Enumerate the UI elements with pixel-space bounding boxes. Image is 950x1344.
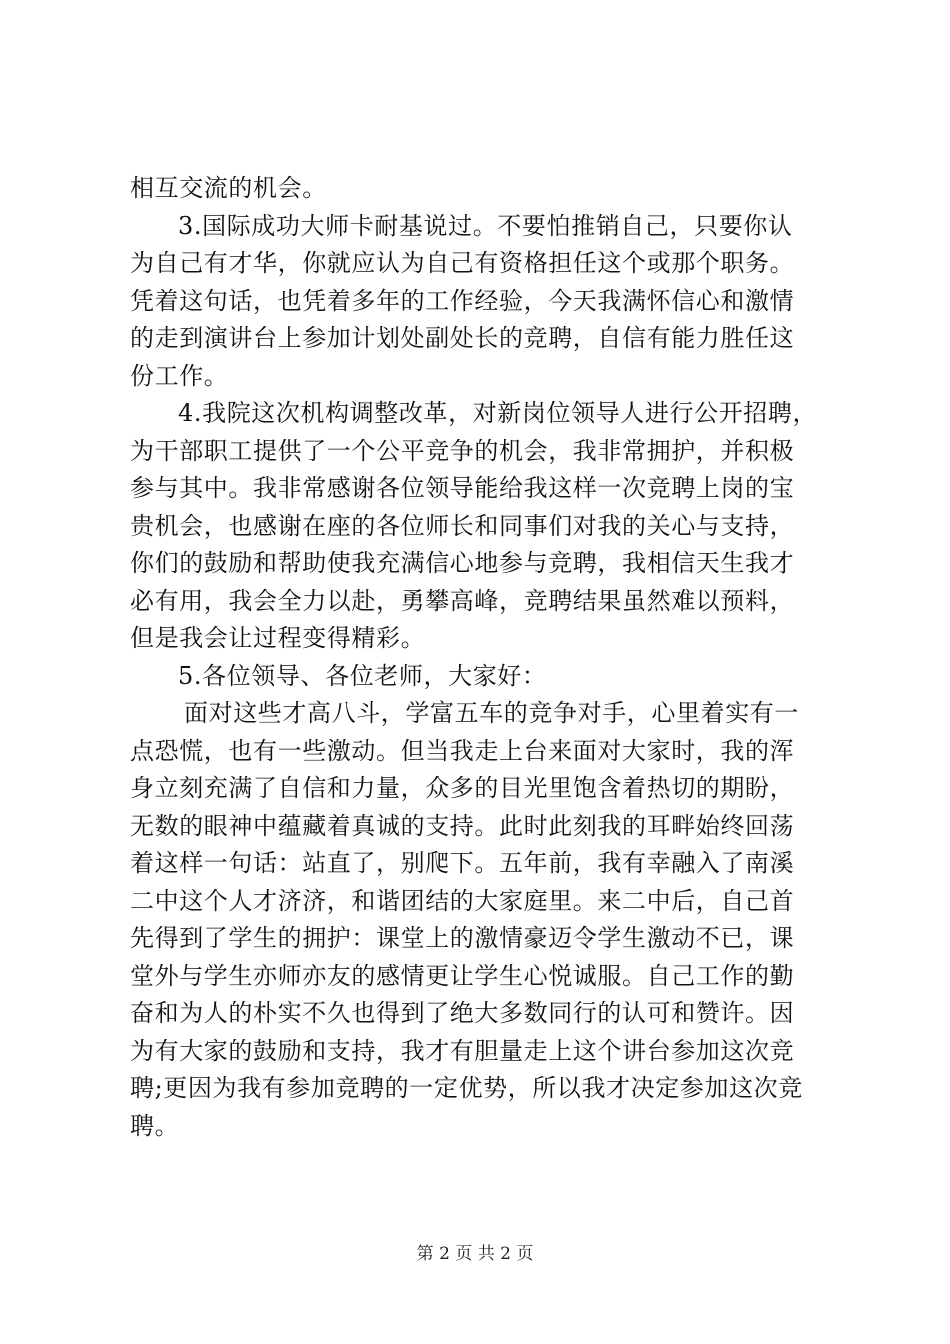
text-line: 堂外与学生亦师亦友的感情更让学生心悦诚服。自己工作的勤 bbox=[130, 961, 795, 990]
text-line: 凭着这句话，也凭着多年的工作经验，今天我满怀信心和激情 bbox=[130, 286, 795, 315]
text-line: 聘。 bbox=[130, 1111, 180, 1140]
page-footer bbox=[0, 1242, 950, 1266]
text-line: 为自己有才华，你就应认为自己有资格担任这个或那个职务。 bbox=[130, 249, 795, 277]
page-number-label: 第 2 页 共 2 页 bbox=[416, 1244, 534, 1264]
text-line: 无数的眼神中蕴藏着真诚的支持。此时此刻我的耳畔始终回荡 bbox=[130, 811, 795, 840]
text-line: 3.国际成功大师卡耐基说过。不要怕推销自己，只要你认 bbox=[178, 211, 793, 240]
document-body bbox=[130, 170, 840, 1145]
text-line: 相互交流的机会。 bbox=[130, 174, 327, 202]
text-line: 着这样一句话：站直了，别爬下。五年前，我有幸融入了南溪 bbox=[130, 849, 795, 877]
text-line: 奋和为人的朴实不久也得到了绝大多数同行的认可和赞许。因 bbox=[130, 999, 795, 1027]
text-line: 身立刻充满了自信和力量，众多的目光里饱含着热切的期盼， bbox=[130, 774, 795, 802]
text-line: 5.各位领导、各位老师，大家好： bbox=[178, 661, 547, 690]
text-line: 但是我会让过程变得精彩。 bbox=[130, 624, 426, 652]
text-line: 参与其中。我非常感谢各位领导能给我这样一次竞聘上岗的宝 bbox=[130, 474, 795, 502]
text-line: 为干部职工提供了一个公平竞争的机会，我非常拥护，并积极 bbox=[130, 436, 795, 465]
text-line: 二中这个人才济济，和谐团结的大家庭里。来二中后，自己首 bbox=[130, 886, 795, 915]
text-line: 必有用，我会全力以赴，勇攀高峰，竞聘结果虽然难以预料， bbox=[130, 586, 795, 615]
text-line: 面对这些才高八斗，学富五车的竞争对手，心里着实有一 bbox=[184, 699, 799, 727]
text-line: 先得到了学生的拥护：课堂上的激情豪迈令学生激动不已，课 bbox=[130, 924, 795, 952]
text-line: 点恐慌，也有一些激动。但当我走上台来面对大家时，我的浑 bbox=[130, 736, 795, 765]
text-line: 你们的鼓励和帮助使我充满信心地参与竞聘，我相信天生我才 bbox=[130, 549, 795, 577]
text-line: 份工作。 bbox=[130, 361, 229, 390]
text-line: 为有大家的鼓励和支持，我才有胆量走上这个讲台参加这次竞 bbox=[130, 1036, 795, 1065]
text-line: 聘;更因为我有参加竞聘的一定优势，所以我才决定参加这次竞 bbox=[130, 1074, 803, 1102]
text-line: 贵机会，也感谢在座的各位师长和同事们对我的关心与支持， bbox=[130, 511, 795, 540]
text-line: 4.我院这次机构调整改革，对新岗位领导人进行公开招聘， bbox=[178, 399, 818, 427]
text-line: 的走到演讲台上参加计划处副处长的竞聘，自信有能力胜任这 bbox=[130, 324, 795, 352]
